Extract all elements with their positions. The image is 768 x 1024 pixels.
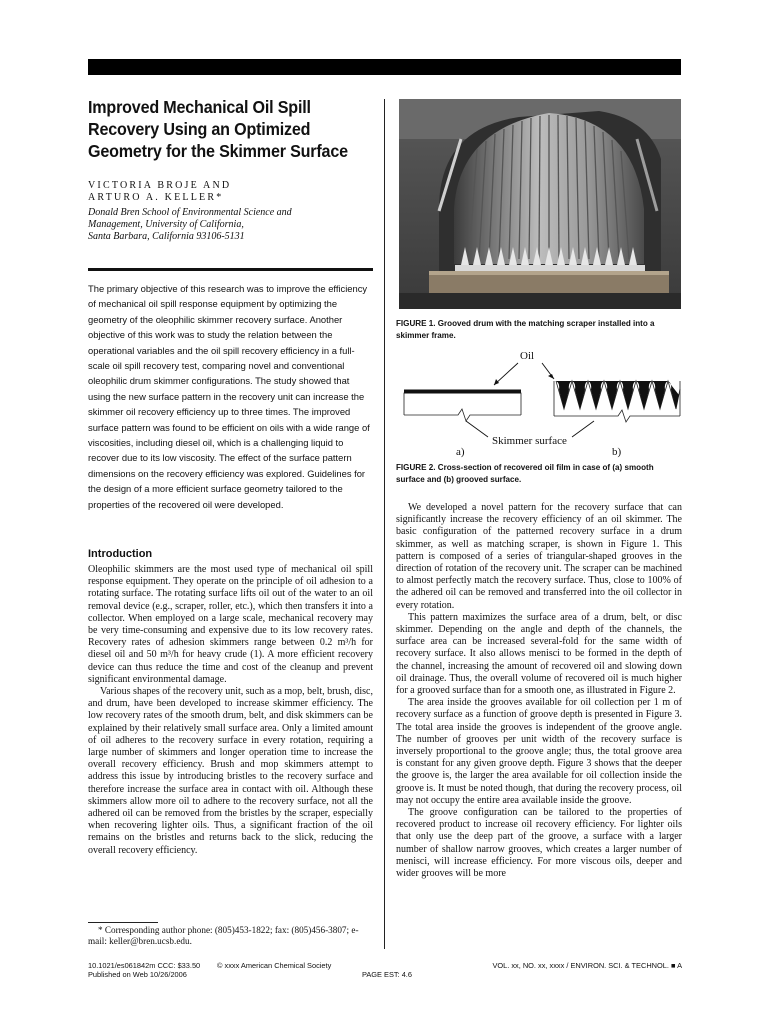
header-bar <box>88 59 681 75</box>
smooth-surface <box>404 390 521 422</box>
abstract <box>88 281 373 512</box>
footnote-rule <box>88 922 158 923</box>
section-heading-introduction: Introduction <box>88 548 153 560</box>
footer-page-est: PAGE EST: 4.6 <box>362 970 412 979</box>
footer-doi: 10.1021/es061842m CCC: $33.50 <box>88 961 201 970</box>
authors-line-1: VICTORIA BROJE AND <box>88 180 232 191</box>
affiliation-line-2: Management, University of California, <box>88 219 244 230</box>
authors-line-2: ARTURO A. KELLER* <box>88 192 224 203</box>
right-paragraph-1: We developed a novel pattern for the recovery surface that can significantly increase the recovery efficiency of an oil skimmer. The basic configuration of the patterned recovery surface in a drum skimmer, as well as matching scraper, is shown in Figure 1. This pattern is composed of a series of triangular-shaped grooves in the direction of rotation of the recovery unit. The scraper can be machined to almost perfectly match the recovery surface. Thus, close to 100% of the adhered oil can be removed and transferred into the oil collector in every rotation. <box>396 502 682 611</box>
abstract-text: The primary objective of this research was to improve the efficiency of mechanical oil spill response equipment by optimizing the geometry of the oleophilic skimmer recovery surface. Another objective of this work was to study the relation between the operational variables and the oil spill recovery efficiency in a full-scale oil spill recovery test, comparing novel and conventional oleophilic drum skimmer configurations. The study showed that using the new surface pattern in the recovery unit can increase the skimmer oil recovery efficiency up to three times. The improved surface pattern was found to be efficient on oils with a wide range of viscosities, including diesel oil, which is a challenging liquid to recover due to its low viscosity. The effect of the surface pattern dimensions on the recovery efficiency was explored. Guidelines for the design of a more efficient surface geometry tailored to the properties of the recovered oil were developed. <box>88 283 370 510</box>
intro-paragraph-2: Various shapes of the recovery unit, such as a mop, belt, brush, disc, and drum, have been developed to increase skimmer efficiency. The low recovery rates of the smooth drum, belt, and disk skimmers can be explained by their relatively small surface area. Only a limited amount of oil adheres to the recovery surface in every rotation, requiring a large number of skimmers and longer operation time to increase the overall recovery efficiency. Brush and mop skimmers attempt to address this issue by introducing bristles to the recovery surface and therefore increase the surface area in contact with oil. Although these skimmers allow more oil to adhere to the recovery surface, not all the adhered oil can be removed from the bristles by the scraper, especially when recovering lighter oils. Thus, a significant fraction of the oil remains on the bristles and returns back to the slick, reducing the overall recovery efficiency. <box>88 686 373 856</box>
authors <box>88 180 373 204</box>
footer-copyright: © xxxx American Chemical Society <box>217 961 332 970</box>
abstract-rule <box>88 268 373 271</box>
right-paragraph-3: The area inside the grooves available for oil collection per 1 m of recovery surface as a function of groove depth is presented in Figure 3. The total area inside the grooves is independent of the groove angle. The number of grooves per unit width of the recovery surface is inversely proportional to the groove angle; thus, the total groove area is constant for any given groove depth. Figure 3 shows that the deeper the groove is, the larger the area available for oil collection inside the groove is. It must be noted though, that during the recovery process, oil may not occupy the entire area available inside the groove. <box>396 697 682 806</box>
title-block <box>88 96 373 243</box>
label-skimmer-surface: Skimmer surface <box>492 435 567 447</box>
figure-1-caption: FIGURE 1. Grooved drum with the matching scraper installed into a skimmer frame. <box>396 318 655 341</box>
intro-paragraph-1: Oleophilic skimmers are the most used type of mechanical oil spill response equipment. They operate on the principle of oil adhesion to a rotating surface. The rotating surface lifts oil out of the water to an oil removal device (e.g., scraper, roller, etc.), which then transfers it into a collector. When employed on a large scale, mechanical recovery may be very time-consuming and expensive due to its low recovery rates. Recovery rates of adhesion skimmers range between 0.2 m³/h for diesel oil and 50 m³/h for heavy crude (1). A more efficient recovery device can thus reduce the time and cost of the cleanup and prevent significant environmental damage. <box>88 564 373 685</box>
affiliation-line-3: Santa Barbara, California 93106-5131 <box>88 231 245 242</box>
footnote-text: * Corresponding author phone: (805)453-1822; fax: (805)456-3807; e-mail: keller@bren.ucsb.edu. <box>88 925 359 947</box>
affiliation-line-1: Donald Bren School of Environmental Science and <box>88 207 292 218</box>
footnote <box>88 925 373 948</box>
affiliation <box>88 207 373 243</box>
arrow-surface-left <box>466 421 488 437</box>
label-b: b) <box>612 446 622 458</box>
footer-doi-block <box>88 961 200 980</box>
right-paragraph-4: The groove configuration can be tailored to the properties of recovered product to increase oil recovery efficiency. For lighter oils that only use the deep part of the groove, a surface with a larger number of shallow narrow grooves, which creates a larger number of menisci, will increase efficiency. For more viscous oils, deeper and wider grooves will be more <box>396 807 682 880</box>
article-title: Improved Mechanical Oil Spill Recovery Using an Optimized Geometry for the Skimmer Surface <box>88 97 348 161</box>
figure-2-diagram <box>396 345 686 460</box>
label-oil: Oil <box>520 350 535 362</box>
footer-journal: VOL. xx, NO. xx, xxxx / ENVIRON. SCI. & TECHNOL. ■ A <box>492 961 682 970</box>
column-divider <box>384 99 385 949</box>
figure-1-photo <box>399 99 681 309</box>
arrow-surface-right <box>572 421 594 437</box>
label-a: a) <box>456 446 465 458</box>
right-paragraph-2: This pattern maximizes the surface area of a drum, belt, or disc skimmer. Depending on the angle and depth of the channels, the surface area can be increased several-fold for the same width of recovery surface. It also allows menisci to be formed in the depth of the channel, increasing the amount of recovered oil and slowing down oil drainage. Thus, the overall volume of recovered oil is much higher for a grooved surface than for a smooth one, as illustrated in Figure 2. <box>396 611 682 697</box>
introduction-text <box>88 564 373 857</box>
footer-published: Published on Web 10/26/2006 <box>88 970 187 980</box>
grooved-surface <box>554 381 680 422</box>
right-column-text <box>396 502 682 880</box>
figure-2-caption: FIGURE 2. Cross-section of recovered oil film in case of (a) smooth surface and (b) grooved surface. <box>396 462 654 485</box>
